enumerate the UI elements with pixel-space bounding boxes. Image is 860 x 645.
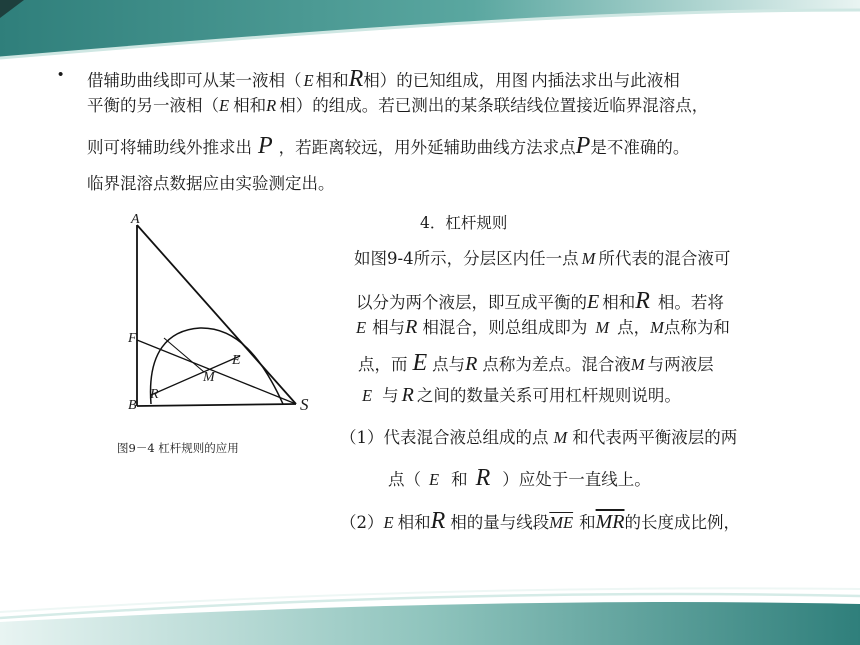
figure-caption: 图9－4 杠杆规则的应用 xyxy=(117,441,239,455)
label-F: F xyxy=(128,331,137,346)
item1-line1: （1）代表混合液总组成的点 M 和代表两平衡液层的两 xyxy=(340,428,738,447)
s-line3: E 相与R 相混合，则总组成即为 M 点，M点称为和 xyxy=(356,316,730,338)
label-M: M xyxy=(203,370,215,385)
p1-line1: 借辅助曲线即可从某一液相（ E 相和R相）的已知组成，用图 内插法求出与此液相 xyxy=(87,66,680,92)
segment-MR: $\overline{MR}$ xyxy=(595,511,625,533)
p1-line4: 临界混溶点数据应由实验测定出。 xyxy=(87,174,335,193)
line-FS xyxy=(137,340,296,404)
label-A: A xyxy=(131,212,140,227)
triangle-side-AS xyxy=(137,225,296,404)
bullet: • xyxy=(58,66,64,83)
s-line4: 点，而 E 点与R 点称为差点。混合液M 与两液层 xyxy=(358,350,714,376)
item1-line2: 点（ E 和 R ）应处于一直线上。 xyxy=(388,465,651,491)
aux-line xyxy=(164,338,204,372)
s-line5: E 与 R 之间的数量关系可用杠杆规则说明。 xyxy=(362,384,681,406)
item2-line1: （2）E 相和R 相的量与线段$\overline{ME}$ 和$\overline{MR}$的长度成比例， xyxy=(340,508,740,534)
triangle-side-BS xyxy=(137,404,296,406)
label-B: B xyxy=(128,398,137,413)
label-S: S xyxy=(300,395,309,414)
s-line2: 以分为两个液层，即互成平衡的E 相和R 相。若将 xyxy=(356,288,724,314)
s-line1: 如图9-4所示，分层区内任一点 M 所代表的混合液可 xyxy=(354,249,731,268)
p1-line2: 平衡的另一液相（E 相和R 相）的组成。若已测出的某条联结线位置接近临界混溶点， xyxy=(87,96,709,115)
p1-line3: 则可将辅助线外推求出 P ，若距离较远，用外延辅助曲线方法求点P是不准确的。 xyxy=(87,133,690,159)
segment-ME: $\overline{ME}$ xyxy=(549,513,574,532)
section-heading: 4．杠杆规则 xyxy=(420,214,508,232)
label-E: E xyxy=(232,353,241,368)
label-R: R xyxy=(150,387,159,402)
